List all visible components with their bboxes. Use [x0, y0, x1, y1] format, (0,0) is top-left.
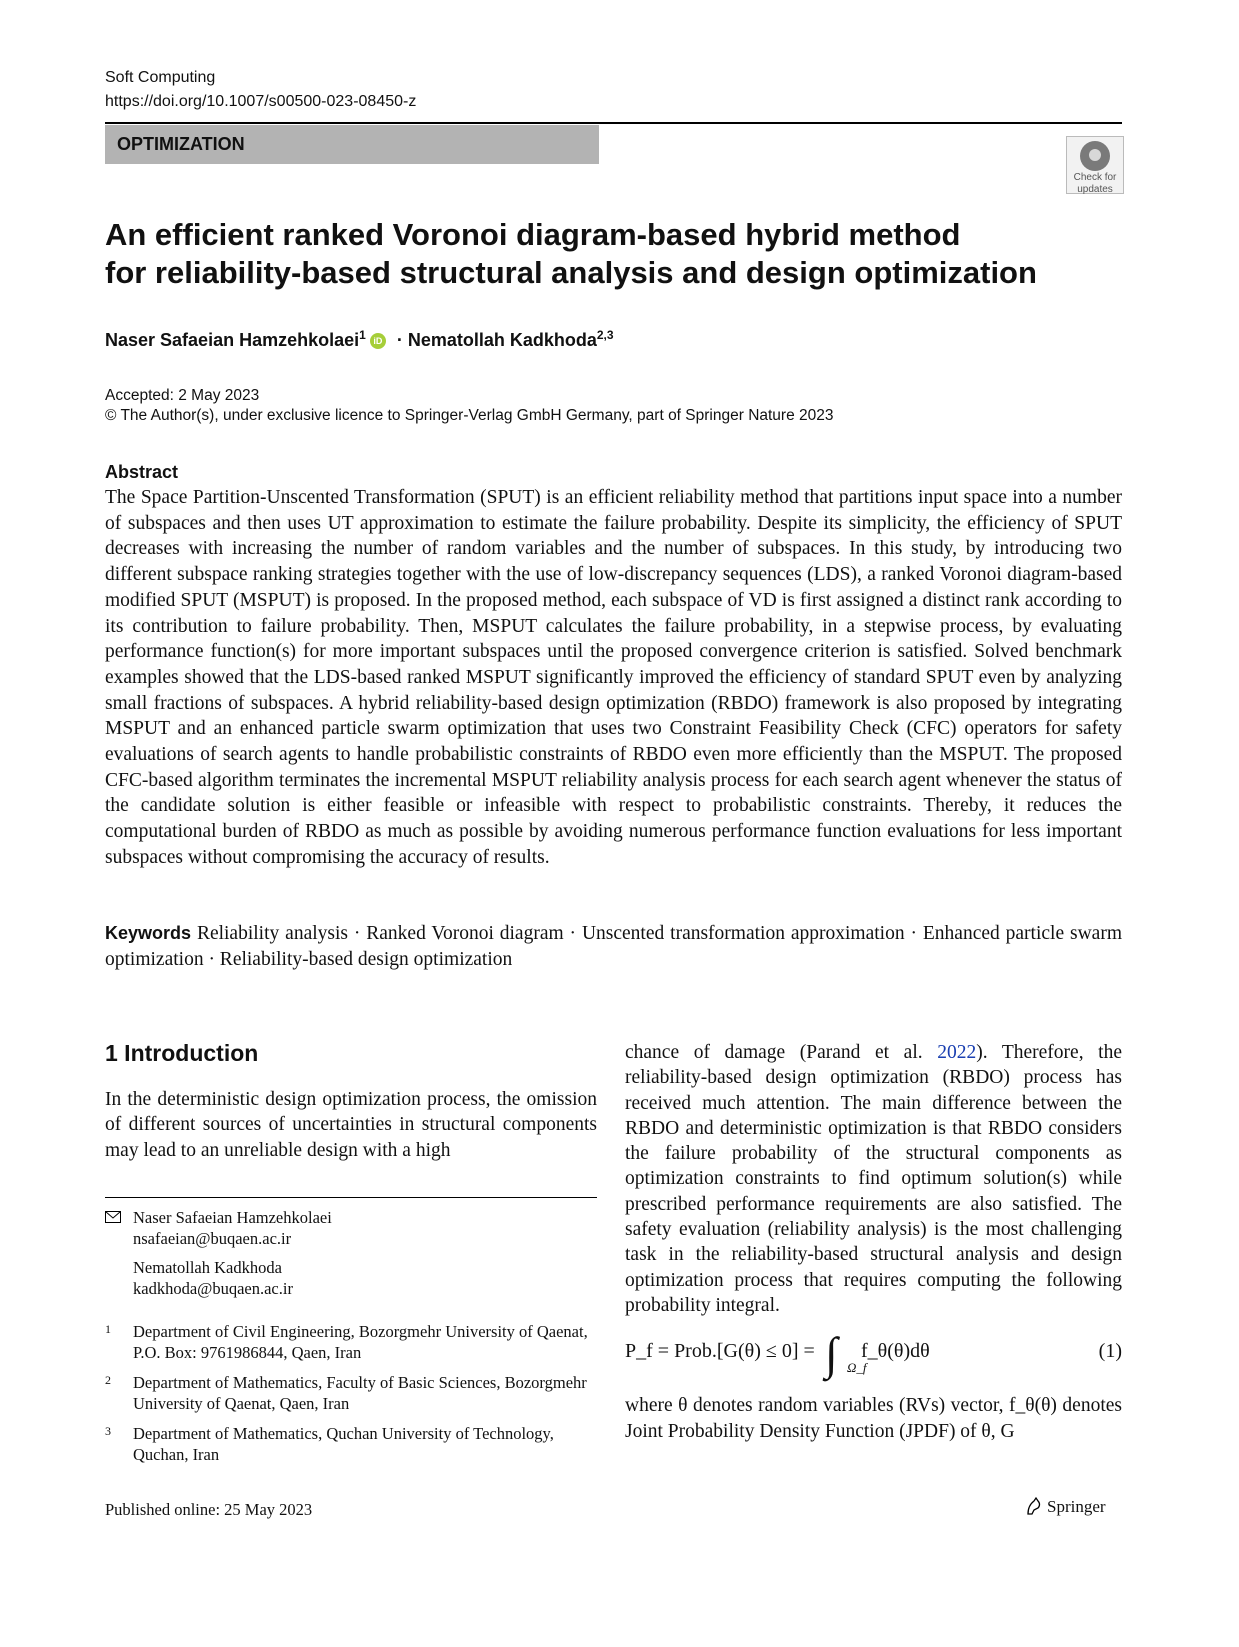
springer-horse-icon	[1024, 1496, 1044, 1516]
copyright-notice: © The Author(s), under exclusive licence to Springer-Verlag GmbH Germany, part of Springer Nature 2023	[105, 407, 834, 424]
paper-title	[105, 216, 1105, 292]
affiliation-number: 2	[105, 1373, 111, 1387]
footnote-rule	[105, 1197, 597, 1198]
abstract-text: The Space Partition-Unscented Transformation (SPUT) is an efficient reliability method that partitions input space into a number of subspaces and then uses UT approximation to estimate the failure probability. Despite its simplicity, the efficiency of SPUT decreases with increasing the number of random variables and the number of subspaces. In this study, by introducing two different subspace ranking strategies together with the use of low-discrepancy sequences (LDS), a ranked Voronoi diagram-based modified SPUT (MSPUT) is proposed. In the proposed method, each subspace of VD is first assigned a distinct rank according to its contribution to failure probability. Then, MSPUT calculates the failure probability, in a stepwise process, by evaluating performance function(s) for more important subspaces until the proposed convergence criterion is satisfied. Solved benchmark examples showed that the LDS-based ranked MSPUT significantly improved the efficiency of standard SPUT even by analyzing small fractions of subspaces. A hybrid reliability-based design optimization (RBDO) framework is also proposed by integrating MSPUT and an enhanced particle swarm optimization that uses two Constraint Feasibility Check (CFC) operators for safety evaluations of search agents to handle probabilistic constraints of RBDO even more efficiently than the MSPUT. The proposed CFC-based algorithm terminates the incremental MSPUT reliability analysis process for each search agent whenever the status of the candidate solution is either feasible or infeasible with respect to probabilistic constraints. Thereby, it reduces the computational burden of RBDO as much as possible by avoiding numerous performance function evaluations for less important subspaces without compromising the accuracy of results.	[105, 487, 1122, 868]
equation-lhs: P_f = Prob.[G(θ) ≤ 0] =	[625, 1340, 815, 1362]
journal-name: Soft Computing	[105, 69, 216, 86]
intro-paragraph-left: In the deterministic design optimization process, the omission of different sources of uncertainties in structural components may lead to an unreliable design with a high	[105, 1089, 597, 1161]
correspondence-email-2[interactable]: kadkhoda@buqaen.ac.ir	[133, 1279, 293, 1298]
affiliation-text: Department of Civil Engineering, Bozorgmehr University of Qaenat, P.O. Box: 9761986844, Qaen, Iran	[133, 1322, 588, 1362]
journal-header	[105, 66, 416, 114]
author-list	[105, 322, 614, 353]
intro-right-post: ). Therefore, the reliability-based design optimization (RBDO) process has received much attention. The main difference between the RBDO and deterministic optimization is that RBDO considers the failure probability of the structural components as optimization constraints to find optimum solution(s) while prescribed performance requirements are also satisfied. The safety evaluation (reliability analysis) is the most challenging task in the reliability-based structural analysis and design optimization process that requires computing the following probability integral.	[625, 1042, 1122, 1316]
keywords	[105, 921, 1122, 972]
affiliation-number: 3	[105, 1424, 111, 1438]
author-1: Naser Safaeian Hamzehkolaei	[105, 330, 360, 350]
keywords-text: Reliability analysis · Ranked Voronoi diagram · Unscented transformation approximation · Enhanced particle swarm optimization · Reliability-based design optimization	[105, 923, 1122, 970]
author-2-affiliation: 2,3	[596, 328, 614, 342]
published-date: Published online: 25 May 2023	[105, 1500, 313, 1519]
author-1-affiliation: 1	[359, 328, 366, 342]
header-rule	[105, 122, 1122, 124]
doi-link[interactable]: https://doi.org/10.1007/s00500-023-08450-z	[105, 93, 417, 110]
keywords-label: Keywords	[105, 923, 192, 943]
badge-line1: Check for	[1073, 172, 1117, 183]
correspondence-email-1[interactable]: nsafaeian@buqaen.ac.ir	[133, 1229, 292, 1248]
equation-number: (1)	[1098, 1340, 1122, 1362]
check-for-updates-badge[interactable]	[1066, 136, 1124, 194]
equation-integrand: f_θ(θ)dθ	[861, 1340, 930, 1362]
paragraph-after-equation: where θ denotes random variables (RVs) vector, f_θ(θ) denotes Joint Probability Density Function (JPDF) of θ, G	[625, 1395, 1122, 1442]
affiliation-number: 1	[105, 1322, 111, 1336]
orcid-icon[interactable]: iD	[370, 333, 386, 349]
title-line1: An efficient ranked Voronoi diagram-based hybrid method	[105, 217, 961, 252]
springer-text: Springer	[1047, 1497, 1106, 1516]
author-2: Nematollah Kadkhoda	[407, 330, 597, 350]
equation-1	[625, 1330, 1122, 1390]
title-line2: for reliability-based structural analysis and design optimization	[105, 255, 1037, 290]
integral-sign: ∫	[825, 1328, 838, 1379]
springer-logo	[1024, 1496, 1106, 1517]
section-heading-introduction: 1 Introduction	[105, 1040, 259, 1066]
affiliation-text: Department of Mathematics, Quchan University of Technology, Quchan, Iran	[133, 1424, 554, 1464]
badge-line2: updates	[1077, 184, 1113, 195]
affiliation-text: Department of Mathematics, Faculty of Basic Sciences, Bozorgmehr University of Qaenat, Qaen, Iran	[133, 1373, 587, 1413]
envelope-icon	[105, 1211, 121, 1223]
correspondence-name-1: Naser Safaeian Hamzehkolaei	[133, 1208, 332, 1227]
accepted-date: Accepted: 2 May 2023	[105, 387, 260, 404]
citation-link[interactable]: 2022	[937, 1042, 977, 1063]
intro-paragraph-right	[625, 1040, 1122, 1318]
section-label: OPTIMIZATION	[105, 125, 599, 164]
abstract-heading: Abstract	[105, 462, 179, 482]
integration-domain: Ω_f	[847, 1360, 867, 1375]
check-updates-icon	[1080, 141, 1110, 171]
intro-right-pre: chance of damage (Parand et al.	[625, 1042, 938, 1063]
correspondence-name-2: Nematollah Kadkhoda	[133, 1258, 282, 1277]
author-separator: ·	[391, 330, 408, 350]
